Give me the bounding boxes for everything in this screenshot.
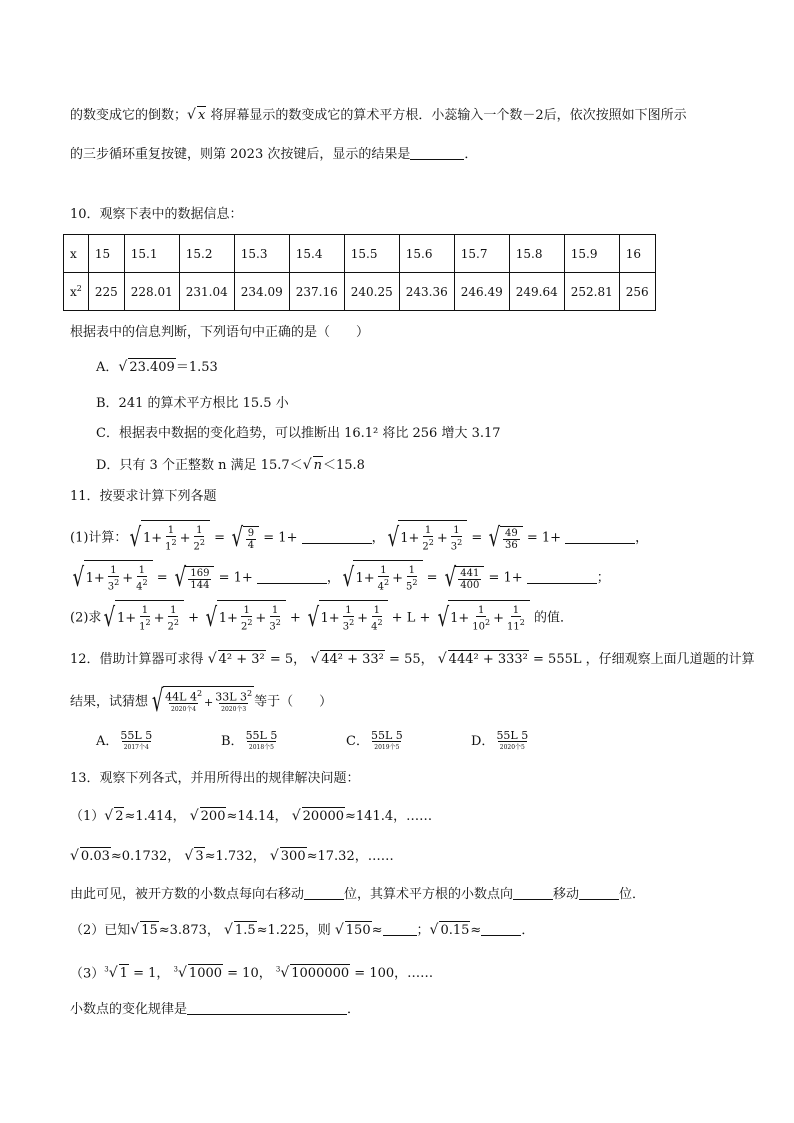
table-cell: $x^2$	[64, 273, 89, 311]
equation-text: = 5，	[265, 652, 307, 667]
fraction: $\frac{441}{400}$	[460, 567, 480, 591]
table-cell: 15.4	[289, 235, 344, 273]
q12-text: 结果，试猜想	[70, 694, 149, 710]
radical-expression: √ 1+ $\frac{1}{2^2}$ + $\frac{1}{3^2}$	[385, 520, 468, 556]
root-item: √ 200≈14.14，	[189, 808, 288, 824]
fraction: $\frac{1}{2^2}$	[167, 605, 180, 633]
table-cell: 15.9	[564, 235, 619, 273]
root-item: √ 300≈17.32，……	[269, 848, 394, 864]
option-text: ＝1.53	[175, 360, 218, 375]
intro-text-a: 的数变成它的倒数；	[70, 108, 188, 123]
sqrt-symbol: √	[207, 651, 217, 667]
answer-blank[interactable]	[257, 569, 327, 584]
table-cell: 15.8	[509, 235, 564, 273]
radical-expression: √ 1+ $\frac{1}{3^2}$ + $\frac{1}{4^2}$	[305, 600, 388, 636]
fraction: $\frac{9}{4}$	[247, 527, 255, 551]
radical-fraction: √ $\frac{169}{144}$	[172, 565, 215, 591]
fraction: $\frac{1}{4^2}$	[371, 605, 383, 633]
q12-option: D． 55L 5 2020个5	[471, 729, 529, 751]
q13-label: （3）	[70, 966, 105, 982]
sqrt-key-symbol: √	[187, 107, 196, 123]
table-cell: 231.04	[179, 273, 234, 311]
q11-part1-label: (1)计算：	[70, 530, 128, 546]
q13-text: 位，其算术平方根的小数点向	[344, 887, 514, 902]
intro-question: 的三步循环重复按键，则第 2023 次按键后，显示的结果是	[70, 147, 411, 162]
q13-part4	[70, 1000, 360, 1019]
intro-text-b: 将屏幕显示的数变成它的算术平方根．小蕊输入一个数－2后，依次按照如下图所示	[206, 108, 687, 123]
q13-text: 小数点的变化规律是	[70, 1002, 188, 1017]
fraction: $\frac{1}{1^2}$	[165, 525, 177, 553]
radicand: 444² + 333²	[448, 652, 528, 667]
q11-part2-label: (2)求	[70, 610, 102, 626]
fraction: $\frac{1}{4^2}$	[377, 565, 390, 593]
fraction: $\frac{169}{144}$	[190, 567, 210, 591]
q13-label: （1）	[70, 809, 105, 824]
table-cell: 256	[619, 273, 655, 311]
fraction: $\frac{1}{3^2}$	[342, 605, 355, 633]
q12-option: B． 55L 5 2018个5	[221, 729, 278, 751]
table-cell: 237.16	[289, 273, 344, 311]
radical-expression: √ 1+ $\frac{1}{3^2}$ + $\frac{1}{4^2}$	[70, 560, 153, 596]
root-item: √ 15≈3.873，	[130, 922, 220, 938]
table-cell: 15.3	[234, 235, 289, 273]
radicand: 44² + 33²	[321, 652, 384, 667]
fraction: $\frac{1}{4^2}$	[136, 565, 148, 593]
sqrt-key-radicand: x	[197, 108, 206, 123]
option-text: D．只有 3 个正整数 n 满足 15.7＜	[96, 458, 303, 473]
table-cell: 15.1	[124, 235, 179, 273]
blank-root-digits[interactable]	[579, 885, 619, 900]
q10-option-d	[96, 456, 365, 475]
table-cell: 240.25	[344, 273, 399, 311]
q11-title: 11．按要求计算下列各题	[70, 489, 217, 504]
blank-direction[interactable]	[513, 885, 553, 900]
q13-part1b	[70, 847, 394, 866]
fraction: $\frac{1}{11^2}$	[506, 605, 525, 633]
q10-option-a	[96, 358, 218, 377]
radical-expression: √ 1+ $\frac{1}{2^2}$ + $\frac{1}{3^2}$	[203, 600, 286, 636]
table-cell: 15.6	[399, 235, 454, 273]
q13-title: 13．观察下列各式，并用所得出的规律解决问题：	[70, 771, 360, 786]
root-item: √ 0.03≈0.1732，	[70, 848, 181, 864]
fraction: $\frac{49}{36}$	[504, 527, 518, 551]
fraction: $\frac{1}{3^2}$	[450, 525, 463, 553]
root-item: √ 20000≈141.4，……	[291, 808, 433, 824]
option-text: ＜15.8	[322, 458, 365, 473]
radicand: 4² + 3²	[218, 652, 265, 667]
table-cell: 228.01	[124, 273, 179, 311]
answer-blank[interactable]	[565, 529, 635, 544]
guess-expression: √ 44L $4^2$ 2020个4 + 33L $3^2$ 2020个3	[151, 684, 253, 719]
q13-label: （2）已知	[70, 923, 131, 938]
fraction: $\frac{1}{2^2}$	[240, 605, 253, 633]
blank-rule[interactable]	[187, 1000, 347, 1015]
q13-part2: （2）已知√ 15≈3.873， √ 1.5≈1.225，则 √ 150≈ ；√ 0.15≈ ．	[70, 922, 535, 938]
root-item: √ 3≈1.732，	[184, 848, 266, 864]
table-cell: 225	[88, 273, 124, 311]
root-item: $^3$√ 1000 = 10，	[173, 965, 272, 982]
table-cell: 234.09	[234, 273, 289, 311]
q10-option-b: B．241 的算术平方根比 15.5 小	[96, 396, 289, 411]
equation-text: = 555L ，仔细观察上面几道题的计算	[528, 652, 755, 667]
intro-line-1	[70, 106, 687, 125]
sqrt-symbol: √	[118, 359, 128, 375]
radical-fraction: √ $\frac{49}{36}$	[486, 525, 522, 551]
table-cell: 252.81	[564, 273, 619, 311]
q10-title: 10．观察下表中的数据信息：	[70, 207, 243, 222]
radicand: 23.409	[129, 360, 175, 375]
table-cell: 16	[619, 235, 655, 273]
table-cell: 249.64	[509, 273, 564, 311]
radical-expression: √ 1+ $\frac{1}{1^2}$ + $\frac{1}{2^2}$	[101, 600, 184, 636]
table-cell: 15.2	[179, 235, 234, 273]
table-cell: x	[64, 235, 89, 273]
q12-options	[96, 730, 696, 754]
radical-fraction: √ $\frac{9}{4}$	[229, 525, 259, 551]
q11-row-1: (1)计算： √ 1+ $\frac{1}{1^2}$ + $\frac{1}{2^2}$ = √ $\frac{9}{4}$ = 1+ ， √ 1+ $\frac{1}{2^2}$ + $\frac{1}{3^2}$ = √ $\frac{49}{36}$ = 1+ ，	[70, 520, 648, 556]
q11-end: 的值．	[533, 610, 573, 626]
q13-part3	[70, 961, 433, 983]
sqrt-symbol: √	[437, 651, 447, 667]
fraction: $\frac{1}{5^2}$	[406, 565, 418, 593]
table-cell: 15.5	[344, 235, 399, 273]
radicand: n	[313, 458, 322, 473]
q13-text: 由此可见，被开方数的小数点每向右移动	[70, 887, 305, 902]
data-table	[63, 234, 656, 311]
radical-expression: √ 1+ $\frac{1}{10^2}$ + $\frac{1}{11^2}$	[435, 600, 530, 636]
blank-move-digits[interactable]	[304, 885, 344, 900]
answer-blank[interactable]	[527, 569, 597, 584]
table-cell: 15	[88, 235, 124, 273]
q11-row-3: (2)求 √ 1+ $\frac{1}{1^2}$ + $\frac{1}{2^2}$ + √ 1+ $\frac{1}{2^2}$ + $\frac{1}{3^2}$ + √ 1+ $\frac{1}{3^2}$ + $\frac{1}{4^2}$ + L + √ 1+ $\frac{1}{10^2}$ + $\frac{1}{11^2}$ 的值．	[70, 600, 573, 636]
table-cell: 243.36	[399, 273, 454, 311]
root-item: $^3$√ 1 = 1，	[104, 965, 170, 982]
q12-option: C． 55L 5 2019个5	[346, 729, 403, 751]
option-label: A．	[96, 360, 119, 375]
q12-text: 等于（ ）	[254, 694, 333, 710]
root-item: √ 150≈	[334, 922, 383, 938]
radical-fraction: √ $\frac{441}{400}$	[442, 565, 485, 591]
answer-blank[interactable]	[481, 921, 521, 936]
table-cell: 15.7	[454, 235, 509, 273]
answer-blank[interactable]	[410, 145, 464, 160]
radical-expression: √ 1+ $\frac{1}{4^2}$ + $\frac{1}{5^2}$	[340, 560, 423, 596]
q13-conclusion	[70, 885, 645, 904]
q12-title: 12．借助计算器可求得	[70, 652, 204, 667]
q10-option-c: C．根据表中数据的变化趋势，可以推断出 16.1² 将比 256 增大 3.17	[96, 426, 501, 441]
q13-part1	[70, 807, 432, 826]
root-item: √ 1.5≈1.225，则	[224, 922, 331, 938]
table-cell: 246.49	[454, 273, 509, 311]
q13-text: ．	[347, 1002, 361, 1017]
fraction: $\frac{1}{10^2}$	[472, 605, 491, 633]
root-item: √ 0.15≈	[429, 922, 482, 938]
intro-line-2	[70, 145, 477, 164]
q11-row-2: √ 1+ $\frac{1}{3^2}$ + $\frac{1}{4^2}$ = √ $\frac{169}{144}$ = 1+ ， √ 1+ $\frac{1}{4^2}$ + $\frac{1}{5^2}$ = √ $\frac{441}{400}$ = 1+ ；	[70, 560, 610, 596]
q13-text: 移动	[553, 887, 580, 902]
answer-blank[interactable]	[302, 529, 372, 544]
fraction: $\frac{1}{3^2}$	[269, 605, 281, 633]
fraction: $\frac{1}{1^2}$	[139, 605, 151, 633]
root-item: $^3$√ 1000000 = 100，……	[275, 965, 434, 982]
intro-period: ．	[464, 147, 478, 162]
root-item: √ 2≈1.414，	[104, 808, 186, 824]
fraction: $\frac{1}{2^2}$	[422, 525, 434, 553]
sqrt-symbol: √	[310, 651, 320, 667]
q12-option: A． 55L 5 2017个4	[96, 729, 153, 751]
q12-line-2	[70, 686, 332, 718]
fraction: $\frac{1}{2^2}$	[193, 525, 206, 553]
q13-text: 位．	[619, 887, 646, 902]
fraction: $\frac{1}{3^2}$	[107, 565, 120, 593]
table-row-x	[64, 235, 656, 273]
radical-expression: √ 1+ $\frac{1}{1^2}$ + $\frac{1}{2^2}$	[127, 520, 210, 556]
table-row-x2	[64, 273, 656, 311]
q12-line-1	[70, 650, 755, 669]
equation-text: = 55，	[384, 652, 434, 667]
answer-blank[interactable]	[383, 921, 417, 936]
sqrt-symbol: √	[302, 457, 312, 473]
q10-question: 根据表中的信息判断，下列语句中正确的是（ ）	[70, 325, 370, 340]
